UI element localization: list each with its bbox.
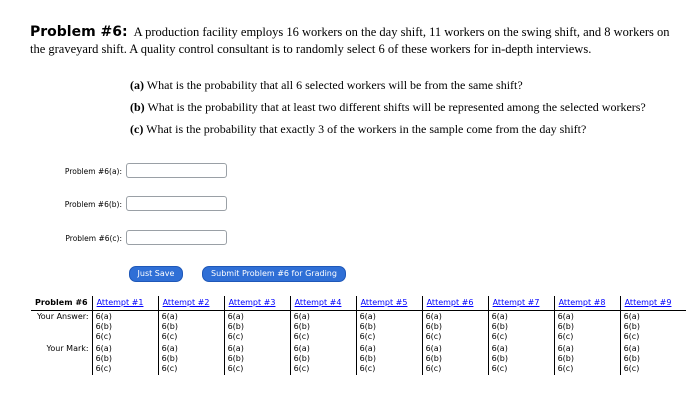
mark-cell: 6(a) 6(b) 6(c) <box>422 343 488 375</box>
just-save-button[interactable]: Just Save <box>129 266 183 282</box>
your-answer-label: Your Answer: <box>36 312 89 321</box>
mark-cell: 6(a) 6(b) 6(c) <box>488 343 554 375</box>
your-mark-label: Your Mark: <box>46 344 89 353</box>
mark-cell: 6(a) 6(b) 6(c) <box>356 343 422 375</box>
problem-number: Problem #6: <box>30 24 128 40</box>
attempt-2-link[interactable]: Attempt #2 <box>158 296 224 311</box>
attempt-7-link[interactable]: Attempt #7 <box>488 296 554 311</box>
answer-row-c <box>0 230 300 248</box>
attempts-table <box>31 296 686 375</box>
answer-c-label: Problem #6(c): <box>65 234 122 243</box>
question-list <box>130 78 670 144</box>
answer-row-b <box>0 196 300 214</box>
question-a-text: What is the probability that all 6 selected workers will be from the same shift? <box>146 78 523 92</box>
mark-cell: 6(a) 6(b) 6(c) <box>290 343 356 375</box>
attempts-header-row <box>31 296 686 311</box>
answer-cell: 6(a) 6(b) 6(c) <box>158 311 224 344</box>
answer-cell: 6(a) 6(b) 6(c) <box>422 311 488 344</box>
attempt-6-link[interactable]: Attempt #6 <box>422 296 488 311</box>
question-b <box>130 100 670 120</box>
answer-cell: 6(a) 6(b) 6(c) <box>356 311 422 344</box>
mark-cell: 6(a) 6(b) 6(c) <box>92 343 158 375</box>
question-a <box>130 78 670 98</box>
mark-cell: 6(a) 6(b) 6(c) <box>554 343 620 375</box>
answer-cell: 6(a) 6(b) 6(c) <box>92 311 158 344</box>
answer-a-label: Problem #6(a): <box>64 167 122 176</box>
attempt-3-link[interactable]: Attempt #3 <box>224 296 290 311</box>
question-c-tag: (c) <box>130 122 144 136</box>
answer-cell: 6(a) 6(b) 6(c) <box>224 311 290 344</box>
problem-text: A production facility employs 16 workers on the day shift, 11 workers on the swing shift, and 8 workers on the graveyard shift. A quality control consultant is to randomly select 6 of these workers for in-depth interviews. <box>30 25 670 56</box>
attempt-8-link[interactable]: Attempt #8 <box>554 296 620 311</box>
problem-statement <box>30 24 680 58</box>
attempt-1-link[interactable]: Attempt #1 <box>92 296 158 311</box>
question-c-text: What is the probability that exactly 3 of the workers in the sample come from the day shift? <box>146 122 587 136</box>
your-answer-row <box>31 311 686 344</box>
answer-row-a <box>0 163 300 181</box>
answer-cell: 6(a) 6(b) 6(c) <box>554 311 620 344</box>
question-a-tag: (a) <box>130 78 144 92</box>
attempt-9-link[interactable]: Attempt #9 <box>620 296 686 311</box>
attempt-4-link[interactable]: Attempt #4 <box>290 296 356 311</box>
mark-cell: 6(a) 6(b) 6(c) <box>224 343 290 375</box>
attempts-corner-label: Problem #6 <box>31 296 92 311</box>
question-c <box>130 122 670 142</box>
your-mark-row <box>31 343 686 375</box>
mark-cell: 6(a) 6(b) 6(c) <box>620 343 686 375</box>
attempt-5-link[interactable]: Attempt #5 <box>356 296 422 311</box>
question-b-text: What is the probability that at least two different shifts will be represented among the selected workers? <box>147 100 646 114</box>
submit-problem-button[interactable]: Submit Problem #6 for Grading <box>202 266 346 282</box>
answer-cell: 6(a) 6(b) 6(c) <box>620 311 686 344</box>
answer-cell: 6(a) 6(b) 6(c) <box>488 311 554 344</box>
answer-c-input[interactable] <box>126 230 227 245</box>
answer-a-input[interactable] <box>126 163 227 178</box>
question-b-tag: (b) <box>130 100 145 114</box>
answer-cell: 6(a) 6(b) 6(c) <box>290 311 356 344</box>
answer-b-label: Problem #6(b): <box>64 200 122 209</box>
answer-b-input[interactable] <box>126 196 227 211</box>
mark-cell: 6(a) 6(b) 6(c) <box>158 343 224 375</box>
